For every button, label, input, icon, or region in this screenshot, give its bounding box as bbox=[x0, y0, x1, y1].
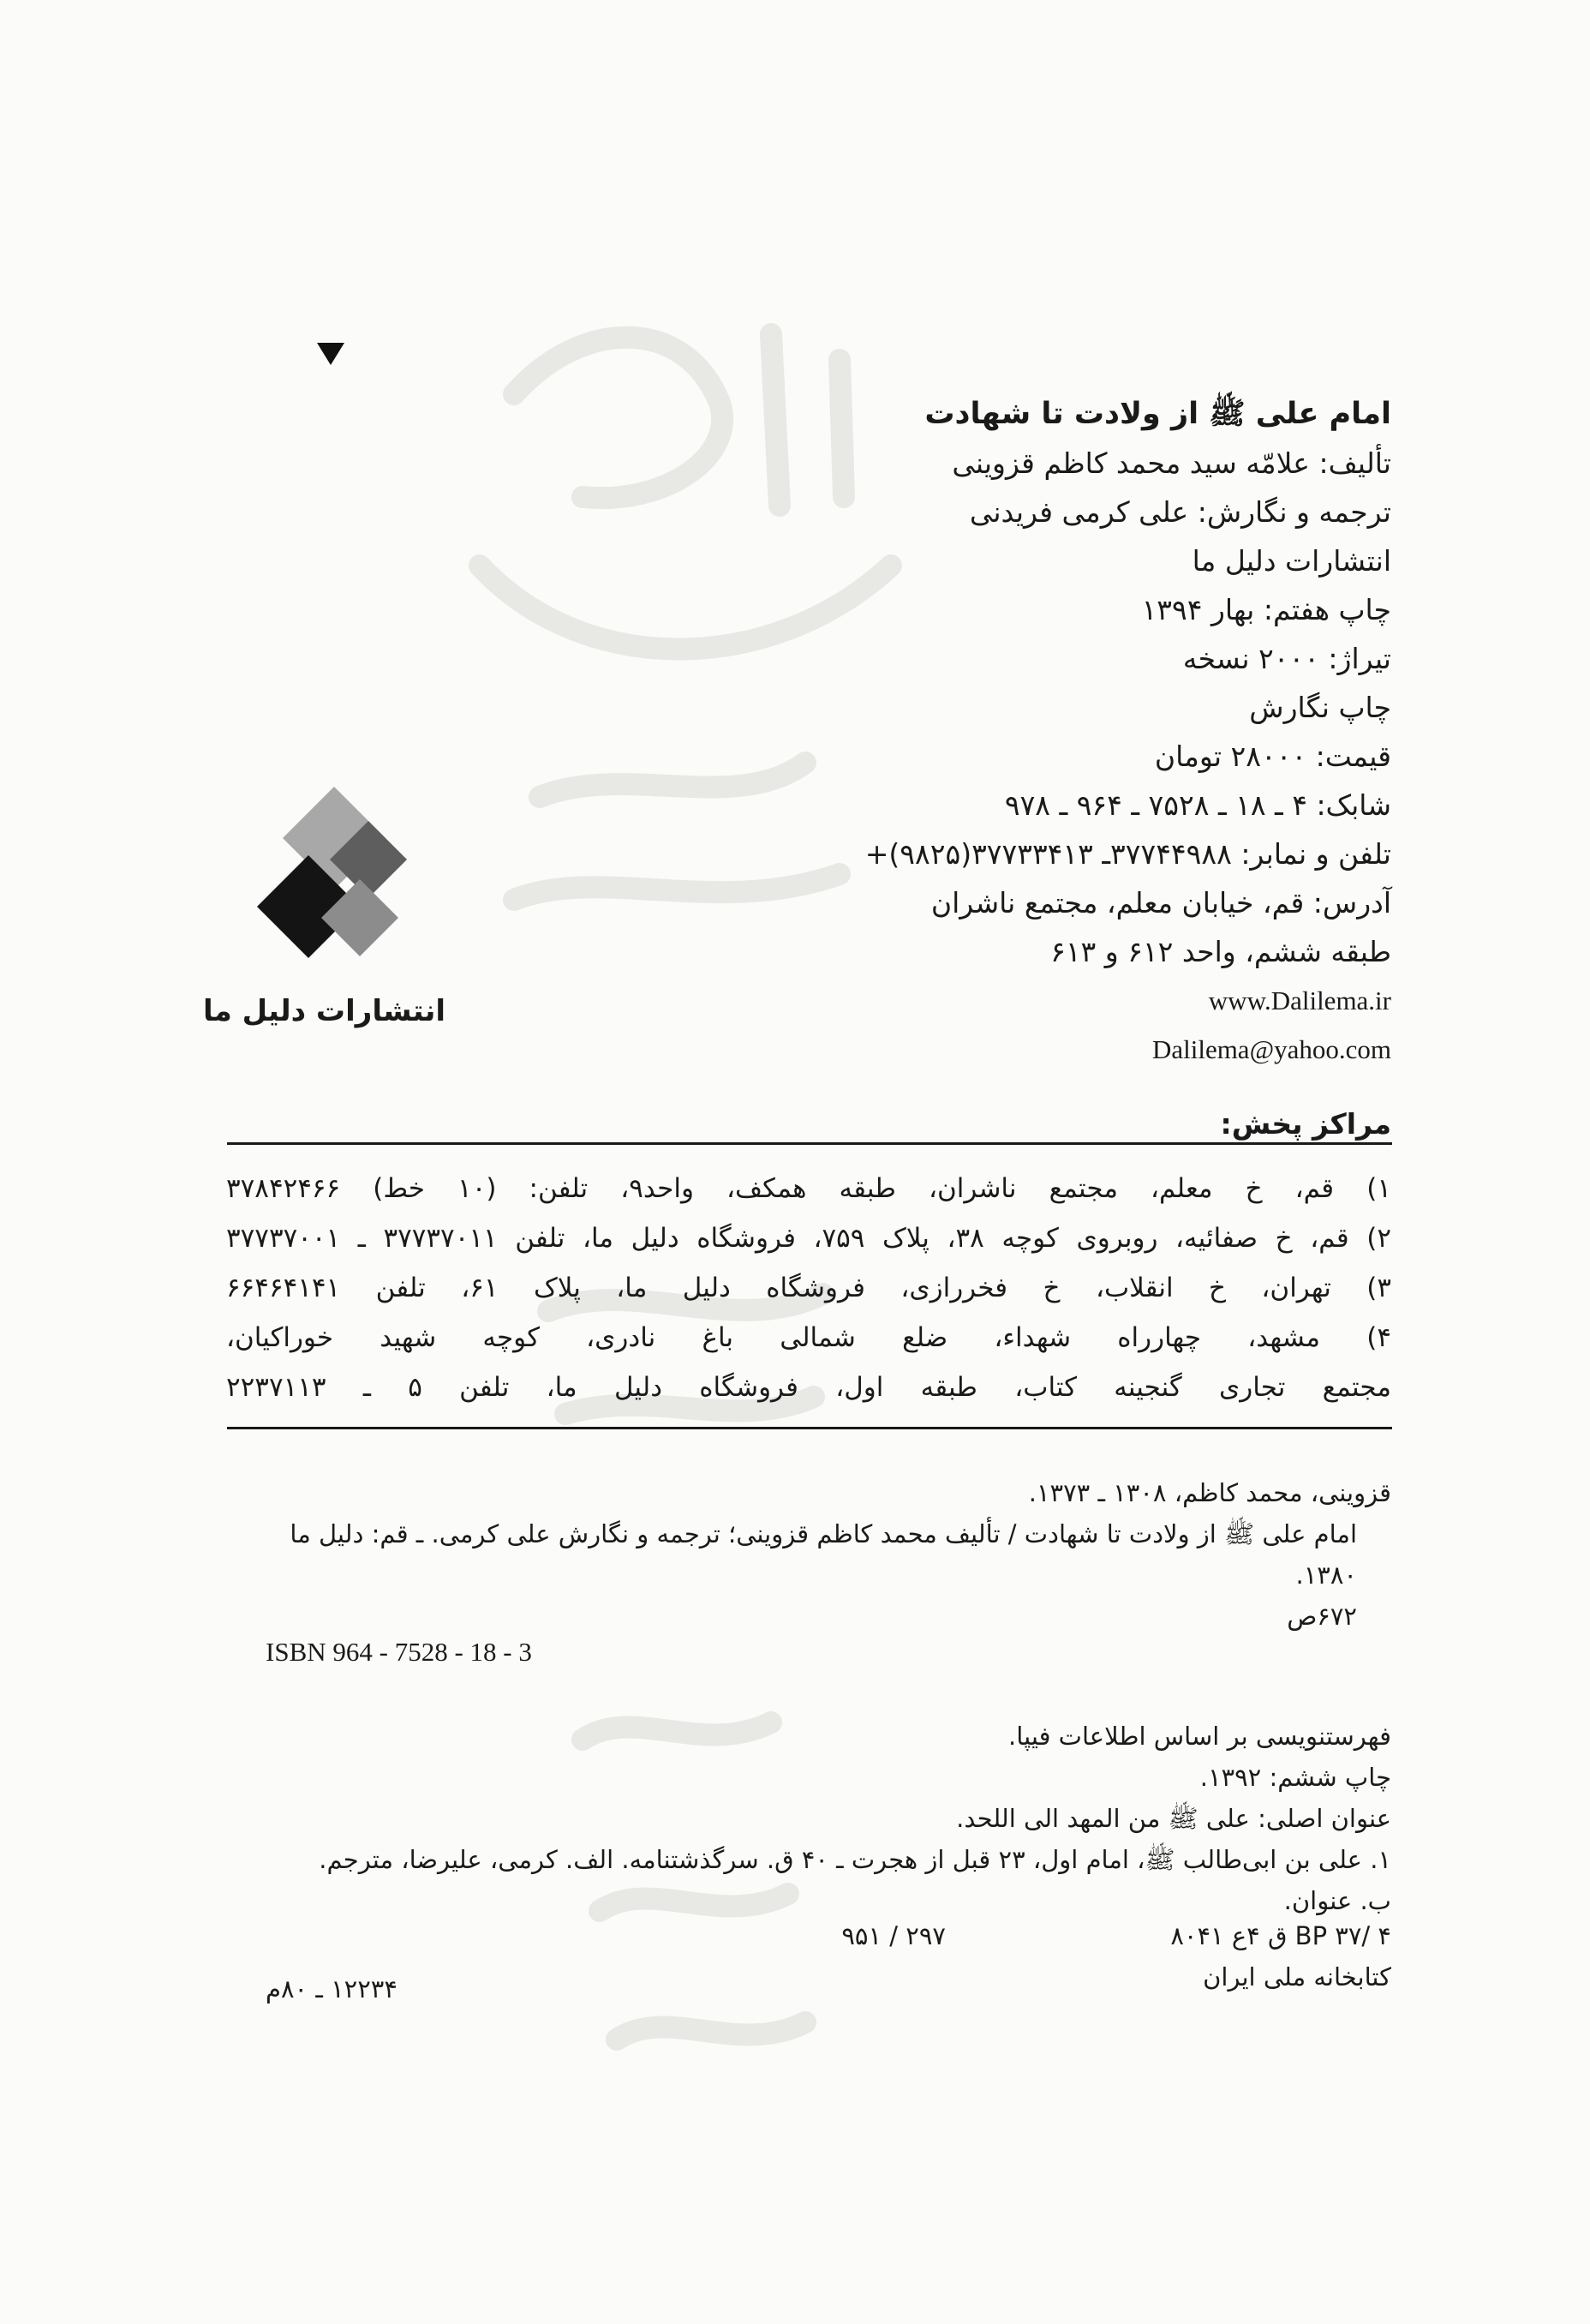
catalog-library: کتابخانه ملی ایران bbox=[1203, 1962, 1391, 1992]
translator-line: ترجمه و نگارش: علی کرمی فریدنی bbox=[969, 495, 1391, 529]
catalog-original-title: عنوان اصلی: علی ﷺ من المهد الی اللحد. bbox=[956, 1804, 1391, 1833]
distribution-centers bbox=[226, 1164, 1391, 1412]
catalog-edition: چاپ ششم: ۱۳۹۲. bbox=[1199, 1763, 1391, 1792]
catalog-year: ۱۳۸۰. bbox=[1295, 1560, 1357, 1590]
author-line: تألیف: علامّه سید محمد کاظم قزوینی bbox=[952, 446, 1391, 480]
print-run-line: تیراژ: ۲۰۰۰ نسخه bbox=[1182, 642, 1391, 675]
printer-line: چاپ نگارش bbox=[1249, 691, 1391, 724]
distribution-center: ۴) مشهد، چهارراه شهداء، ضلع شمالی باغ نادری، کوچه شهید خوراکیان، bbox=[226, 1322, 1391, 1353]
divider bbox=[227, 1427, 1392, 1429]
website-link[interactable]: www.Dalilema.ir bbox=[1208, 985, 1391, 1015]
catalog-fipa: فهرستنویسی بر اساس اطلاعات فیپا. bbox=[1008, 1722, 1391, 1751]
distribution-center: ۳) تهران، خ انقلاب، خ فخررازی، فروشگاه دلیل ما، پلاک ۶۱، تلفن ۶۶۴۶۴۱۴۱ bbox=[226, 1273, 1391, 1303]
catalog-library-row bbox=[226, 1962, 1391, 2004]
distribution-center: مجتمع تجاری گنجینه کتاب، طبقه اول، فروشگاه دلیل ما، تلفن ۵ ـ ۲۲۳۷۱۱۳ bbox=[226, 1372, 1391, 1403]
triangle-down-icon bbox=[317, 343, 344, 365]
phone-line: تلفن و نمابر: ۳۷۷۴۴۹۸۸ـ ۳۷۷۳۳۴۱۳(۹۸۲۵)+ bbox=[864, 837, 1391, 871]
price-line: قیمت: ۲۸۰۰۰ تومان bbox=[1154, 740, 1391, 773]
publisher-line: انتشارات دلیل ما bbox=[1192, 544, 1391, 578]
catalog-author: قزوینی، محمد کاظم، ۱۳۰۸ ـ ۱۳۷۳. bbox=[1028, 1478, 1391, 1507]
publisher-logo-text: انتشارات دلیل ما bbox=[203, 994, 445, 1028]
address-line: آدرس: قم، خیابان معلم، مجتمع ناشران bbox=[930, 886, 1391, 919]
email-link[interactable]: Dalilema@yahoo.com bbox=[1151, 1034, 1391, 1064]
catalog-classification-row bbox=[226, 1921, 1391, 1962]
credits-block bbox=[740, 390, 1391, 1074]
edition-line: چاپ هفتم: بهار ۱۳۹۴ bbox=[1141, 593, 1391, 626]
book-title: امام علی ﷺ از ولادت تا شهادت bbox=[924, 397, 1391, 431]
catalog-record-number: ۱۲۲۳۴ ـ ۸۰م bbox=[266, 1974, 398, 2004]
catalog-isbn: ISBN 964 - 7528 - 18 - 3 bbox=[266, 1637, 532, 1667]
catalog-subjects: ۱. علی بن ابی‌طالب ﷺ، امام اول، ۲۳ قبل از هجرت ـ ۴۰ ق. سرگذشتنامه. الف. کرمی، علیرضا، مترجم. bbox=[319, 1845, 1391, 1874]
catalog-lc-class: BP ۳۷/ ۴ ق ۴ع ۸۰۴۱ bbox=[1170, 1921, 1391, 1950]
address-line-2: طبقه ششم، واحد ۶۱۲ و ۶۱۳ bbox=[1050, 935, 1391, 968]
catalog-isbn-row bbox=[226, 1637, 1391, 1678]
catalog-pages: ۶۷۲ص bbox=[1287, 1602, 1357, 1631]
distribution-title: مراکز پخش: bbox=[1220, 1107, 1391, 1141]
cataloging-block bbox=[226, 1472, 1391, 2004]
catalog-title-subject: ب. عنوان. bbox=[1283, 1886, 1391, 1915]
distribution-center: ۱) قم، خ معلم، مجتمع ناشران، طبقه همکف، واحد۹، تلفن: (۱۰ خط) ۳۷۸۴۲۴۶۶ bbox=[226, 1173, 1391, 1204]
diamond-squares-logo bbox=[257, 778, 411, 984]
catalog-title: امام علی ﷺ از ولادت تا شهادت / تألیف محمد کاظم قزوینی؛ ترجمه و نگارش علی کرمی. ـ قم: دلیل ما bbox=[290, 1519, 1357, 1548]
divider bbox=[227, 1142, 1392, 1145]
catalog-dewey: ۲۹۷ / ۹۵۱ bbox=[841, 1921, 946, 1950]
distribution-center: ۲) قم، خ صفائیه، روبروی کوچه ۳۸، پلاک ۷۵۹، فروشگاه دلیل ما، تلفن ۳۷۷۳۷۰۱۱ ـ ۳۷۷۳۷۰۰۱ bbox=[226, 1223, 1391, 1254]
isbn-line: شابک: ۴ ـ ۱۸ ـ ۷۵۲۸ ـ ۹۶۴ ـ ۹۷۸ bbox=[1004, 788, 1391, 822]
